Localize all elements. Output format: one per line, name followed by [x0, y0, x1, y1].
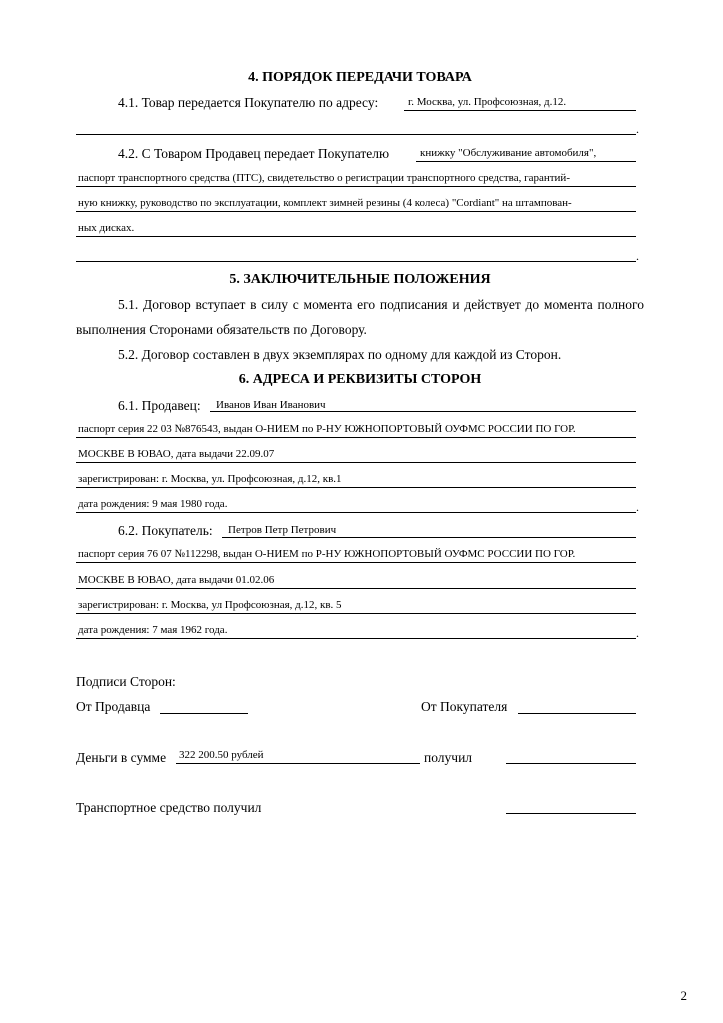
- buyer-underline-3: [76, 613, 636, 614]
- line-end-dot: .: [636, 500, 639, 514]
- documents-underline-4: [76, 236, 636, 237]
- documents-line-4: ных дисках.: [78, 222, 135, 234]
- clause-4-2-label: 4.2. С Товаром Продавец передает Покупателю: [118, 146, 390, 161]
- documents-line-2: паспорт транспортного средства (ПТС), свидетельство о регистрации транспортного средства, гарантий-: [78, 172, 570, 184]
- page-number: 2: [680, 988, 687, 1003]
- seller-signature-line: [160, 713, 248, 714]
- documents-underline-1: [416, 161, 636, 162]
- money-label: Деньги в сумме: [76, 750, 167, 765]
- documents-line-1: книжку "Обслуживание автомобиля",: [420, 147, 597, 159]
- delivery-address-underline: [404, 110, 636, 111]
- buyer-label: 6.2. Покупатель:: [118, 523, 213, 538]
- clause-4-1-label: 4.1. Товар передается Покупателю по адресу:: [118, 95, 379, 110]
- money-signature-line: [506, 763, 636, 764]
- buyer-underline-1: [76, 562, 636, 563]
- from-buyer-label: От Покупателя: [421, 699, 508, 714]
- buyer-underline-4: [76, 638, 636, 639]
- seller-underline-2: [76, 462, 636, 463]
- seller-underline-3: [76, 487, 636, 488]
- signatures-title: Подписи Сторон:: [76, 674, 176, 689]
- seller-name: Иванов Иван Иванович: [216, 399, 326, 411]
- seller-name-underline: [210, 411, 636, 412]
- line-end-dot: .: [636, 249, 639, 263]
- section-5-title: 5. ЗАКЛЮЧИТЕЛЬНЫЕ ПОЛОЖЕНИЯ: [229, 272, 491, 287]
- from-seller-label: От Продавца: [76, 699, 151, 714]
- buyer-registration: зарегистрирован: г. Москва, ул Профсоюзная, д.12, кв. 5: [78, 599, 342, 611]
- buyer-name: Петров Петр Петрович: [228, 524, 337, 536]
- section-4-title: 4. ПОРЯДОК ПЕРЕДАЧИ ТОВАРА: [248, 70, 472, 85]
- section-6-title: 6. АДРЕСА И РЕКВИЗИТЫ СТОРОН: [238, 372, 482, 387]
- line-end-dot: .: [636, 626, 639, 640]
- documents-underline-2: [76, 186, 636, 187]
- buyer-passport-issued: МОСКВЕ В ЮВАО, дата выдачи 01.02.06: [78, 574, 275, 586]
- seller-passport-issued: МОСКВЕ В ЮВАО, дата выдачи 22.09.07: [78, 448, 275, 460]
- clause-5-1-text: 5.1. Договор вступает в силу с момента его подписания и действует до момента полного выполнения Сторонами обязательств по Договору.: [76, 297, 644, 337]
- seller-label: 6.1. Продавец:: [118, 398, 201, 413]
- vehicle-received-label: Транспортное средство получил: [76, 800, 262, 815]
- buyer-birthdate: дата рождения: 7 мая 1962 года.: [78, 624, 228, 636]
- buyer-name-underline: [222, 537, 636, 538]
- blank-line: [76, 261, 636, 262]
- seller-underline-1: [76, 437, 636, 438]
- money-received-label: получил: [424, 750, 473, 765]
- vehicle-signature-line: [506, 813, 636, 814]
- delivery-address-value: г. Москва, ул. Профсоюзная, д.12.: [408, 96, 567, 108]
- line-end-dot: .: [636, 122, 639, 136]
- buyer-signature-line: [518, 713, 636, 714]
- money-amount: 322 200.50 рублей: [179, 749, 264, 761]
- buyer-underline-2: [76, 588, 636, 589]
- seller-underline-4: [76, 512, 636, 513]
- documents-line-3: ную книжку, руководство по эксплуатации, комплект зимней резины (4 колеса) "Cordiant" на штампован-: [78, 197, 572, 209]
- buyer-passport-line: паспорт серия 76 07 №112298, выдан О-НИЕМ по Р-НУ ЮЖНОПОРТОВЫЙ ОУФМС РОССИИ ПО ГОР.: [78, 548, 576, 560]
- money-amount-underline: [176, 763, 420, 764]
- clause-5-1: [76, 292, 644, 342]
- clause-5-2: 5.2. Договор составлен в двух экземплярах по одному для каждой из Сторон.: [118, 347, 562, 362]
- seller-passport-line: паспорт серия 22 03 №876543, выдан О-НИЕМ по Р-НУ ЮЖНОПОРТОВЫЙ ОУФМС РОССИИ ПО ГОР.: [78, 423, 576, 435]
- blank-line: [76, 134, 636, 135]
- seller-registration: зарегистрирован: г. Москва, ул. Профсоюзная, д.12, кв.1: [78, 473, 342, 485]
- documents-underline-3: [76, 211, 636, 212]
- seller-birthdate: дата рождения: 9 мая 1980 года.: [78, 498, 228, 510]
